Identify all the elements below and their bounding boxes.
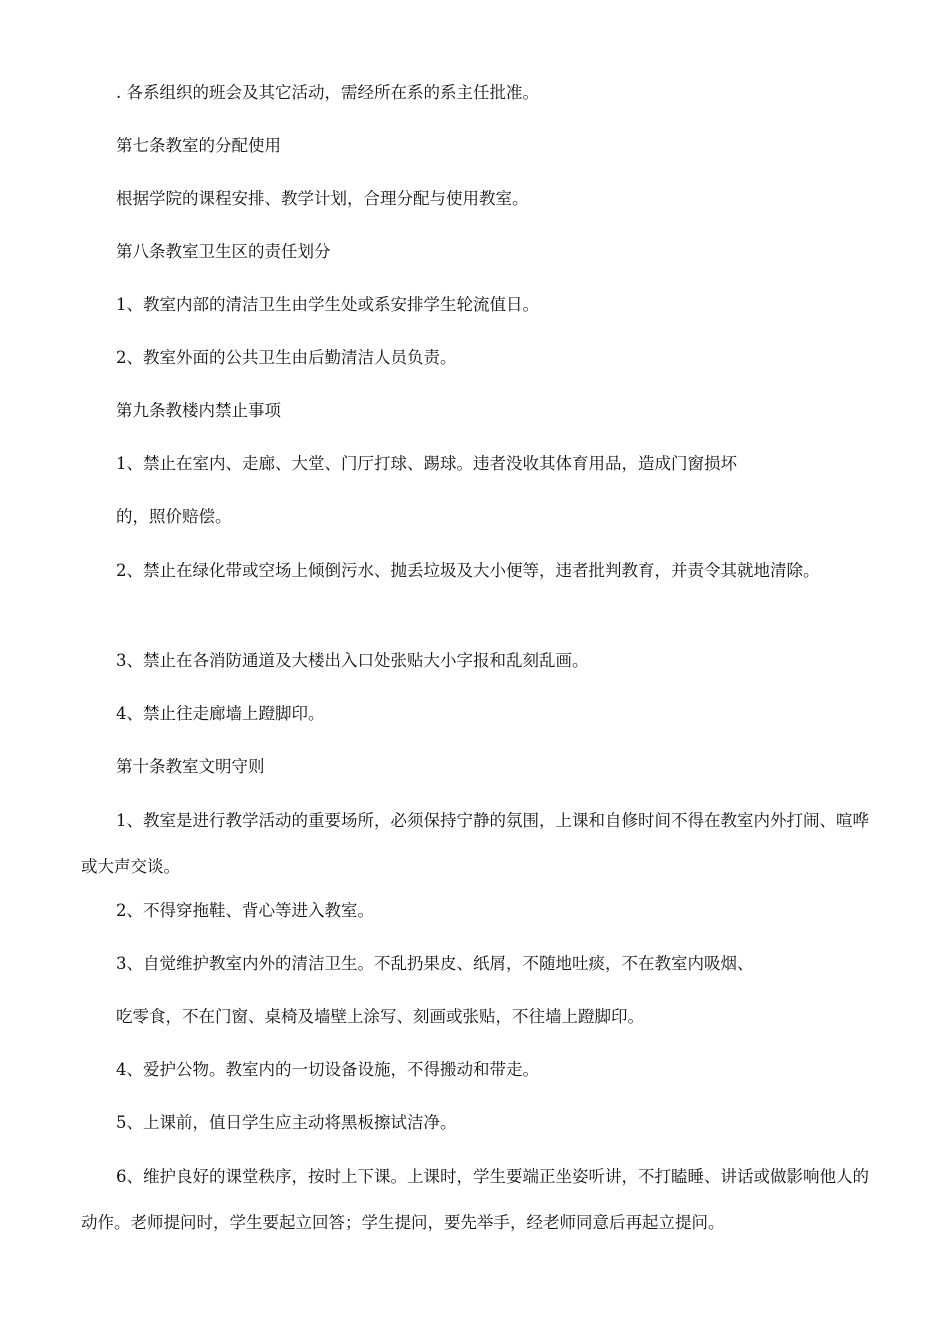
paragraph-blackboard-duty: 5、上课前，值日学生应主动将黑板擦试洁净。 — [116, 1113, 457, 1132]
paragraph-ban-footprints: 4、禁止往走廊墙上蹬脚印。 — [116, 704, 325, 723]
paragraph-class-activities: . 各系组织的班会及其它活动，需经所在系的系主任批准。 — [116, 83, 539, 102]
paragraph-ban-dumping: 2、禁止在绿化带或空场上倾倒污水、抛丢垃圾及大小便等，违者批判教育，并责令其就地清除。 — [116, 561, 820, 580]
paragraph-dress-rule: 2、不得穿拖鞋、背心等进入教室。 — [116, 901, 374, 920]
heading-article-10: 第十条教室文明守则 — [116, 757, 265, 776]
paragraph-outdoor-cleaning: 2、教室外面的公共卫生由后勤清洁人员负责。 — [116, 348, 457, 367]
paragraph-ban-ball-games-cont: 的，照价赔偿。 — [116, 507, 232, 526]
paragraph-classroom-allocation: 根据学院的课程安排、教学计划，合理分配与使用教室。 — [116, 189, 529, 208]
heading-article-9: 第九条教楼内禁止事项 — [116, 401, 281, 420]
paragraph-indoor-cleaning: 1、教室内部的清洁卫生由学生处或系安排学生轮流值日。 — [116, 295, 539, 314]
paragraph-hygiene-rule: 3、自觉维护教室内外的清洁卫生。不乱扔果皮、纸屑，不随地吐痰，不在教室内吸烟、 — [116, 954, 754, 973]
paragraph-quiet-rule: 1、教室是进行教学活动的重要场所，必须保持宁静的氛围，上课和自修时间不得在教室内外打闹、喧哗或大声交谈。 — [81, 811, 869, 876]
paragraph-public-property: 4、爱护公物。教室内的一切设备设施，不得搬动和带走。 — [116, 1060, 539, 1079]
paragraph-hygiene-rule-cont: 吃零食，不在门窗、桌椅及墙壁上涂写、刻画或张贴，不往墙上蹬脚印。 — [116, 1007, 644, 1026]
paragraph-ban-ball-games: 1、禁止在室内、走廊、大堂、门厅打球、踢球。违者没收其体育用品，造成门窗损坏 — [116, 454, 737, 473]
heading-article-7: 第七条教室的分配使用 — [116, 136, 281, 155]
paragraph-ban-posters: 3、禁止在各消防通道及大楼出入口处张贴大小字报和乱刻乱画。 — [116, 651, 589, 670]
paragraph-classroom-order: 6、维护良好的课堂秩序，按时上下课。上课时，学生要端正坐姿听讲，不打瞌睡、讲话或做影响他人的动作。老师提问时，学生要起立回答；学生提问，要先举手，经老师同意后再起立提问。 — [81, 1167, 869, 1232]
heading-article-8: 第八条教室卫生区的责任划分 — [116, 242, 331, 261]
